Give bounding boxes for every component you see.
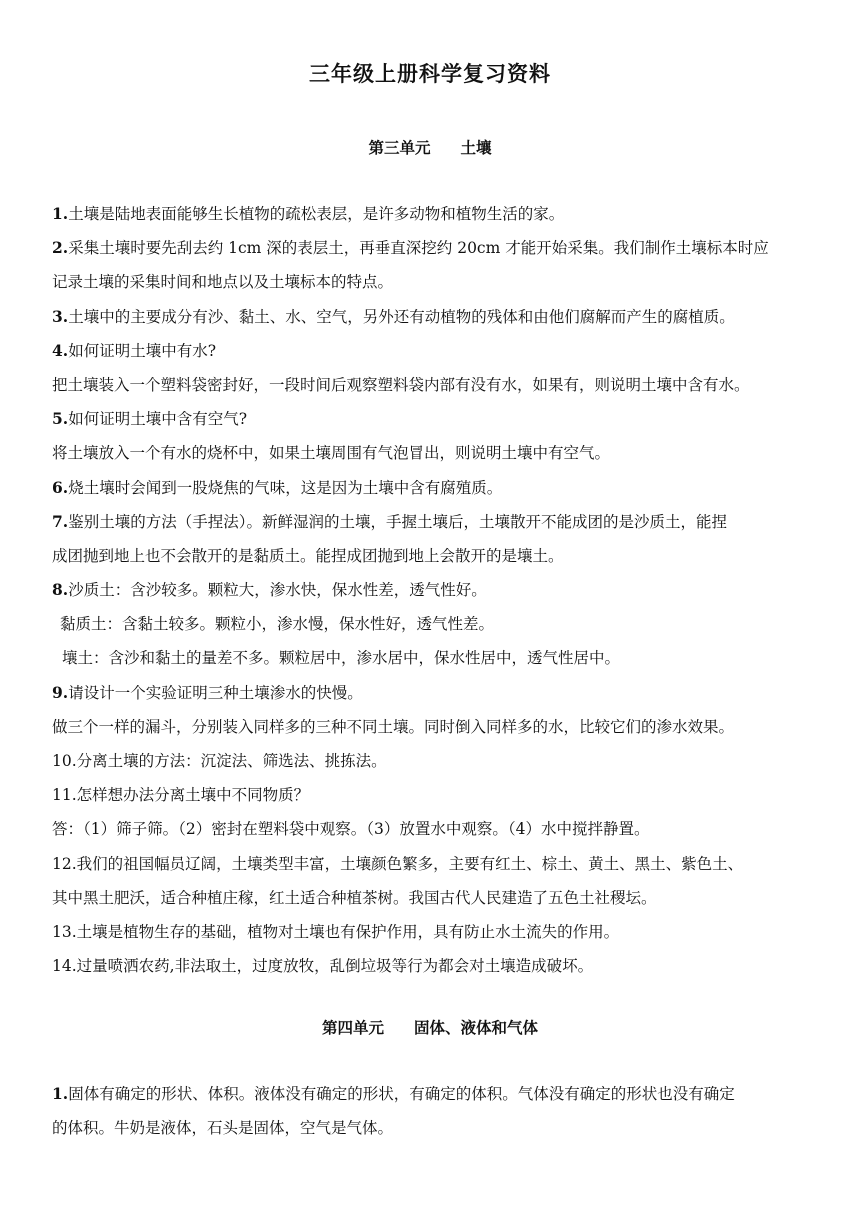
line-text: 12.我们的祖国幅员辽阔，土壤类型丰富，土壤颜色繁多，主要有红土、棕土、黄土、黑土、紫色土、 <box>52 854 744 873</box>
line-text: 土壤是陆地表面能够生长植物的疏松表层，是许多动物和植物生活的家。 <box>68 205 565 223</box>
line-text: 沙质土：含沙较多。颗粒大，渗水快，保水性差，透气性好。 <box>68 581 487 600</box>
line-text: 固体有确定的形状、体积。液体没有确定的形状，有确定的体积。气体没有确定的形状也没有确定 <box>68 1085 735 1103</box>
item-number: 2. <box>52 238 69 258</box>
item-number: 9. <box>52 682 69 702</box>
line-text: 成团抛到地上也不会散开的是黏质土。能捏成团抛到地上会散开的是壤土。 <box>52 546 564 565</box>
item-number: 4. <box>52 340 69 360</box>
item-number: 1. <box>52 204 69 223</box>
text-line <box>52 334 820 368</box>
unit3-heading <box>0 136 860 158</box>
text-line <box>52 1077 820 1111</box>
item-number: 6. <box>52 477 69 497</box>
line-text: 壤土：含沙和黏土的量差不多。颗粒居中，渗水居中，保水性居中，透气性居中。 <box>62 649 621 668</box>
document-title: 三年级上册科学复习资料 <box>309 61 551 86</box>
text-line <box>52 436 820 470</box>
text-line <box>52 607 820 641</box>
line-text: 其中黑土肥沃，适合种植庄稼，红土适合种植茶树。我国古代人民建造了五色土社稷坛。 <box>52 888 657 907</box>
text-line <box>52 778 820 812</box>
unit3-heading-number: 第三单元 <box>368 138 431 157</box>
item-number: 3. <box>52 306 69 326</box>
text-line <box>52 641 820 675</box>
line-text: 将土壤放入一个有水的烧杯中，如果土壤周围有气泡冒出，则说明土壤中有空气。 <box>52 444 611 463</box>
line-text: 14.过量喷洒农药,非法取土，过度放牧，乱倒垃圾等行为都会对土壤造成破坏。 <box>52 957 594 976</box>
line-text: 请设计一个实验证明三种土壤渗水的快慢。 <box>68 683 363 702</box>
text-line <box>52 197 820 231</box>
line-text: 采集土壤时要先刮去约 1cm 深的表层土，再垂直深挖约 20cm 才能开始采集。我们制作土壤标本时应 <box>68 239 769 258</box>
text-line <box>52 744 820 778</box>
line-text: 的体积。牛奶是液体，石头是固体，空气是气体。 <box>52 1119 394 1138</box>
text-line <box>52 915 820 949</box>
text-line <box>52 710 820 744</box>
item-number: 7. <box>52 511 69 531</box>
line-text: 鉴别土壤的方法（手捏法）。新鲜湿润的土壤，手握土壤后，土壤散开不能成团的是沙质土，能捏 <box>68 512 727 531</box>
unit4-heading-number: 第四单元 <box>321 1018 384 1037</box>
text-line <box>52 300 820 334</box>
unit3-heading-title: 土壤 <box>460 138 492 157</box>
item-number: 1. <box>52 1084 69 1103</box>
item-number: 5. <box>52 409 69 429</box>
text-line <box>52 881 820 915</box>
text-line <box>52 1111 820 1145</box>
line-text: 10.分离土壤的方法：沉淀法、筛选法、挑拣法。 <box>52 752 387 770</box>
line-text: 黏质土：含黏土较多。颗粒小，渗水慢，保水性好，透气性差。 <box>60 615 495 634</box>
line-text: 烧土壤时会闻到一股烧焦的气味，这是因为土壤中含有腐殖质。 <box>68 478 503 497</box>
text-line <box>52 265 820 299</box>
text-line <box>52 231 820 265</box>
line-text: 记录土壤的采集时间和地点以及土壤标本的特点。 <box>52 273 394 292</box>
unit4-heading-title: 固体、液体和气体 <box>414 1018 539 1037</box>
line-text: 11.怎样想办法分离土壤中不同物质？ <box>52 786 310 805</box>
text-line <box>52 812 820 846</box>
line-text: 做三个一样的漏斗，分别装入同样多的三种不同土壤。同时倒入同样多的水，比较它们的渗水效果。 <box>52 717 735 736</box>
unit3-content <box>52 197 820 983</box>
line-text: 答：（1）筛子筛。（2）密封在塑料袋中观察。（3）放置水中观察。（4）水中搅拌静置。 <box>52 820 650 839</box>
text-line <box>52 539 820 573</box>
line-text: 土壤中的主要成分有沙、黏土、水、空气，另外还有动植物的残体和由他们腐解而产生的腐植质。 <box>68 307 735 326</box>
text-line <box>52 676 820 710</box>
item-number: 8. <box>52 580 69 600</box>
text-line <box>52 368 820 402</box>
line-text: 13.土壤是植物生存的基础，植物对土壤也有保护作用，具有防止水土流失的作用。 <box>52 922 620 941</box>
text-line <box>52 505 820 539</box>
text-line <box>52 402 820 436</box>
text-line <box>52 471 820 505</box>
text-line <box>52 573 820 607</box>
line-text: 把土壤装入一个塑料袋密封好，一段时间后观察塑料袋内部有没有水，如果有，则说明土壤中含有水。 <box>52 375 750 394</box>
text-line <box>52 847 820 881</box>
unit4-content <box>52 1077 820 1145</box>
text-line <box>52 949 820 983</box>
line-text: 如何证明土壤中含有空气? <box>68 410 247 429</box>
unit4-heading <box>0 1016 860 1038</box>
line-text: 如何证明土壤中有水? <box>68 341 216 360</box>
